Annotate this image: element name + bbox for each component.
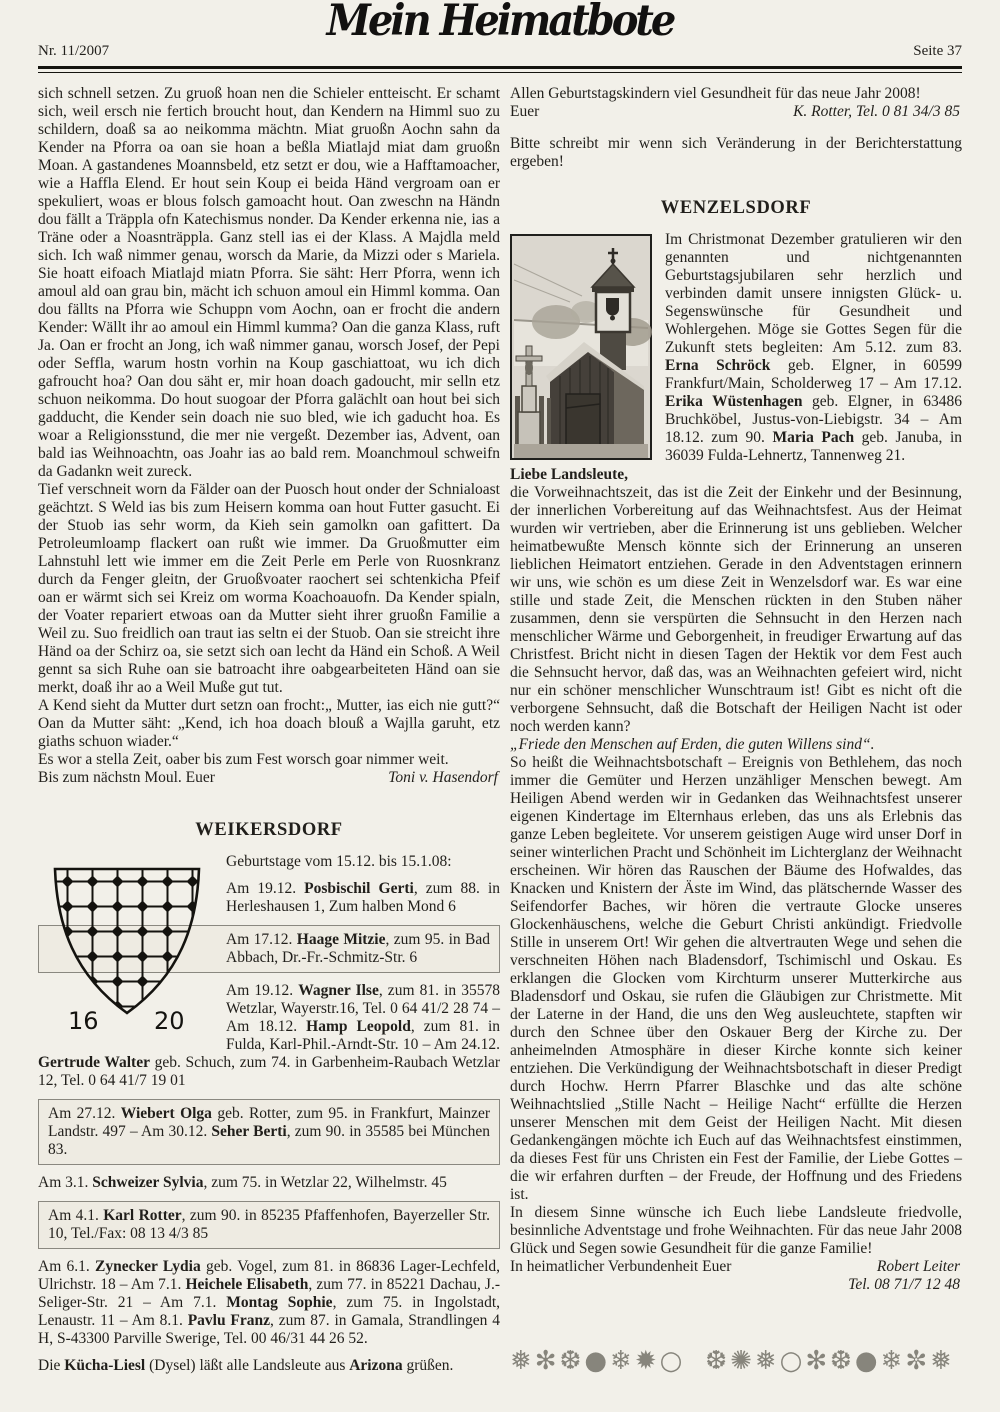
corpus-figure — [525, 361, 533, 375]
birthday-entry: Am 19.12. Wagner Ilse, zum 81. in 35578 Wetzlar, Wayerstr.16, Tel. 0 64 41/2 28 74 – Am 18.12. Hamp Leopold, zum 81. in Fulda, Karl-Phil.-Arndt-Str. 10 – Am 24.12. Gertrude Walter geb. Schuch, zum 74. in Garbenheim-Raubach Wetzlar 12, Tel. 0 64 41/7 19 01 — [38, 982, 501, 1089]
left-column — [38, 85, 500, 1376]
bell-tower-photo-illustration — [510, 234, 652, 460]
wenzelsdorf-birthdays: Im Christmonat Dezember gratulieren wir den genannten und nichtgenannten Geburtstagsjubilaren sehr herzlich und verbinden damit unsere innigsten Glück- u. Segenswünsche für Gesundheit und Wohlergehen. Möge sie Gottes Segen für die Zukunft stets begleiten: Am 5.12. zum 83. Erna Schröck geb. Elgner, in 60599 Frankfurt/Main, Scholderweg 17 – Am 17.12. Erika Wüstenhagen geb. Elgner, in 63486 Bruchköbel, Justus-von-Liebigstr. 34 – Am 18.12. zum 90. Maria Pach geb. Januba, in 36039 Fulda-Lehnertz, Tannenweg 21. — [665, 231, 962, 464]
weikersdorf-crest-illustration — [42, 857, 214, 1037]
crest-year-left: 16 — [68, 1007, 99, 1035]
finial-ball — [611, 259, 616, 264]
story-signature-row — [38, 769, 500, 787]
greeting-from-label: Euer — [510, 103, 540, 120]
cross-column — [522, 386, 536, 412]
greeting-signature-row — [510, 103, 962, 121]
story-paragraph: sich schnell setzen. Zu gruoß hoan nen die Schieler entteischt. Er schamt sich, weil ersch nie fertich broucht hout, dan Kendern na Himml suo zu schildern, doaß sa ao neikomma mächtn. Miat gruoßn Aochn sahn da Kender na Pforra oa oan sie hoan a beßla Miatlajd miat dam gruoßn Moan. A gastandenes Moannsbeld, etz setzt er dou, wie a Hafftamoacher, wie a Haffla Elend. Er hout sein Koup ei beida Händ vergroam oan er spekuliert, woas er blous folsch gamoacht hout. Oan zweschn na Händn dou fällt a Träppla ofn Katechismus nonder. Da Kender erkenna nie, ias a Träne oder a Noasnträppla. Ganz stell ias ei der Klass. A Majdla meld sich. Ich waß nimmer genau, worsch da Marie, da Mizzi oder s Mariela. Sie hoatt eifoach Miatlajd miatn Pforra. Sie säht: Herr Pforra, wenn ich amoul ald oan grau bin, mächt ich schuon amoul ein Himml komma. Oan dou fällts na Pforra wie Schuppn vom Aochn, oan er frocht die andern Kender: Wällt ihr ao amoul ein Himml kumma? Oan die ganza Klass, ruft Ja. Oan er frocht an Jong, ich waß nimmer ganau, worsch Josef, der Pepi oder Seffla, warum hostn vorhin na Koup gaschiattoat, wu ich dich gafroucht hoa? Oan dou säht er, mir hoan doach gadoucht, mir selln etz schuon neikomma. Do hout suogoar der Pforra galächlt oan hout bei sich gadducht, die Kender sein doach nie suo bled, wie ich gaducht hoa. Es woar a Religionsstund, die mer nie vergeßt. Dezember ias, Advent, oan bald ias Weihnoachtn, oas Joahr ias ao bald rem. Moanchmoul schweifn da Gadankn weit zureck. — [38, 85, 500, 480]
story-farewell: Bis zum nächstn Moul. Euer — [38, 769, 215, 786]
right-column — [510, 85, 962, 1376]
door — [566, 394, 600, 446]
weikersdorf-heading: WEIKERSDORF — [195, 820, 343, 840]
birthday-entry: Am 6.1. Zynecker Lydia geb. Vogel, zum 81. in 86836 Lager-Lechfeld, Ulrichstr. 18 – Am 7.1. Heichele Elisabeth, zum 77. in 85221 Dachau, J.-Seliger-Str. 21 – Am 7.1. Montag Sophie, zum 75. in Ingolstadt, Lenaustr. 11 – Am 8.1. Pavlu Franz, zum 87. in Gamala, Strandlingen 4 H, S-43300 Parville Swerige, Tel. 00 46/31 44 26 52. — [38, 1258, 501, 1347]
story-paragraph: Es wor a stella Zeit, oaber bis zum Fest worsch goar nimmer weit. — [38, 751, 449, 768]
church-photo — [510, 234, 652, 460]
letter-closing-label: In heimatlicher Verbundenheit Euer — [510, 1258, 732, 1275]
greetings-closing-line: Die Kücha-Liesl (Dysel) läßt alle Landsleute aus Arizona grüßen. — [38, 1357, 454, 1374]
page-header — [38, 0, 962, 62]
cross-plinth — [518, 412, 540, 446]
masthead-title: Mein Heimatbote — [326, 0, 674, 46]
letter-salutation: Liebe Landsleute, — [510, 466, 628, 483]
letter-signature-row — [510, 1258, 962, 1276]
crest-year-right: 20 — [154, 1007, 185, 1035]
shield-shape — [55, 869, 199, 1013]
snowflake-ornament — [510, 1346, 962, 1376]
header-rule — [38, 66, 962, 73]
snowflake-band-icon: ❆✺❅○✻❆●❄✼❅ — [705, 1346, 955, 1376]
birthday-entry-boxed: Am 4.1. Karl Rotter, zum 90. in 85235 Pfaffenhofen, Bayerzeller Str. 10, Tel./Fax: 08 13 4/3 85 — [38, 1201, 500, 1249]
birthday-entry-boxed: Am 17.12. Haage Mitzie, zum 95. in Bad Abbach, Dr.-Fr.-Schmitz-Str. 6 — [38, 925, 500, 973]
letter-paragraph: So heißt die Weihnachtsbotschaft – Ereignis von Bethlehem, das noch immer die Gemüter und Herzen unzähliger Menschen bewegt. Am Heiligen Abend werden wir in Gedanken das Weihnachtsfest unserer eigenen Kindertage im Elternhaus erleben, das uns als Erlebnis das ganze Leben begleitete. Vor unserem geistigen Auge wird unser Dorf in seiner winterlichen Pracht und Schönheit im Lichterglanz der Weihnacht erscheinen. Wir hören das Rauschen der Bäume des Hofwaldes, das Knacken und Knistern der Äste im Wind, das plätschernde Wasser des Seifendorfer Baches, wir hören die vertraute Glocke unseres Glockenhäuschens, welche die Geburt Christi ankündigt. Friedvolle Stille in unserem Ort! Wir gehen die altvertrauten Wege und sehen die verschneiten Höhen nach Bladensdorf, Tschimischl und Oskau. Es erklangen die Glocken vom Kirchturm unserer Mutterkirche aus Bladensdorf und Oskau, sie rufen die Gläubigen zur Christmette. Mit der Laterne in der Hand, die uns den Weg ausleuchtete, stapften wir durch den Schnee über den Oskauer Berg der Kirche zu. Der anheimelnden Atmosphäre in dieser Kirche konnte sich keiner entziehen. Die Verkündigung der Weihnachtsbotschaft in dieser Predigt durch Hochw. Herrn Pfarrer Blaschke und das alte schöne Weihnachtslied „Stille Nacht – Heilige Nacht“ erfüllte die Herzen unserer Menschen mit dem Geist der Heiligen Nacht. Mit diesen Gedankengängen möchte ich Euch auf das Weihnachtsfest einstimmen, da dieses Fest für uns Christen ein Fest der Familie, der Liebe Gottes – die wir erfahren durften – der Freude, der Hoffnung und des Friedens ist. — [510, 754, 962, 1203]
letter-paragraph: In diesem Sinne wünsche ich Euch liebe Landsleute friedvolle, besinnliche Adventstage und frohe Weihnachten. Für das neue Jahr 2008 Glück und Segen sowie Gesundheit für die ganze Familie! — [510, 1204, 962, 1257]
story-paragraph: A Kend sieht da Mutter durt setzn oan frocht:„ Mutter, ias eich nie gutt?“ Oan da Mutter säht: „Kend, ich hoa doach blouß a Wajlla garuht, etz giaths schuon wiader.“ — [38, 697, 500, 750]
letter-paragraph: die Vorweihnachtszeit, das ist die Zeit der Einkehr und der Besinnung, der innerlichen Vorbereitung auf das Weihnachtsfest. Aus der Heimat wurden wir vertrieben, aber die Erinnerung ist uns geblieben. Welcher heimatbewußte Mensch könnte sich der Erinnerung an unseren lieblichen Heimatort entziehen. Gerade in den Adventstagen erinnern wir uns, wie schön es um diese Zeit in Wenzelsdorf war. Es war eine stille und stade Zeit, die Menschen rückten in den Stuben näher zusammen, denn sie verspürten die Sehnsucht in den Herzen nach menschlicher Wärme und Geborgenheit, in freudiger Erwartung auf das Christfest. Bricht nicht in diesen Tagen der Hektik vor dem Fest auch die Sehnsucht hervor, daß das, was an Weihnachten gefeiert wird, nicht nur ein schöner menschlicher Wunschtraum ist! Gibt es nicht oft die verborgene Sehnsucht, daß die Botschaft der Heiligen Nacht ist oder noch werden kann? — [510, 484, 962, 735]
wenzelsdorf-heading: WENZELSDORF — [660, 198, 812, 218]
story-author-signature: Toni v. Hasendorf — [388, 769, 498, 786]
crest-svg — [42, 857, 214, 1037]
content-columns — [0, 85, 1000, 1376]
cross-horizontal — [516, 356, 542, 361]
page-number: Seite 37 — [913, 43, 962, 59]
birthdays-intro: Geburtstage vom 15.12. bis 15.1.08: — [226, 853, 452, 870]
birthday-entry-boxed: Am 27.12. Wiebert Olga geb. Rotter, zum 95. in Frankfurt, Mainzer Landstr. 497 – Am 30.12. Seher Berti, zum 90. in 35585 bei München 83. — [38, 1099, 500, 1165]
birthday-entry: Am 19.12. Posbischil Gerti, zum 88. in Herleshausen 1, Zum halben Mond 6 — [226, 880, 501, 915]
change-notice: Bitte schreibt mir wenn sich Veränderung in der Berichterstattung ergeben! — [510, 135, 962, 170]
story-paragraph: Tief verschneit worn da Fälder oan der Puosch hout onder der Schnialoast geächtzt. S Weld ias bis zum Heisern komma oan hout Futter gasucht. Ei der Stuob ias sehr worm, da Kieh sein gamolkn oan gafittert. Da Petroleumloamp flackert oan rußt wie immer. Da Gruoßmutter eim Lahnstuhl lett wie immer em die Zeit Perle em Perle von Ruosnkranz durch da Fenger gleitn, der Gruoßvoater raochert sei schtenkicha Pfeif oan er wärmt sich sei Kreiz om worma Koachoauofn. Da Kender spialn, der Voater repariert etwoas oan da Mutter sieht ihrer gruoßn Familie a Weil zu. Suo freidlich oan traut ias seltn ei der Stuob. Oan sie streicht ihre Händ oa der Schirz oa, sie setzt sich oan lecht da Händ ein Schoß. A Weil gennt sa sich Ruhe oan sie batroacht ihre oabgearbeiteten Händ oan sie merkt, doaß ihr ao a Weil Muße gut tut. — [38, 481, 500, 696]
snowflake-band-icon: ❅✻❆●❄✹○ — [510, 1346, 686, 1376]
greeting-contact: K. Rotter, Tel. 0 81 34/3 85 — [793, 103, 960, 120]
new-year-wish: Allen Geburtstagskindern viel Gesundheit für das neue Jahr 2008! — [510, 85, 921, 102]
bell — [606, 298, 619, 316]
letter-author-signature: Robert Leiter — [876, 1258, 960, 1275]
issue-number: Nr. 11/2007 — [38, 43, 110, 59]
letter-quote: „Friede den Menschen auf Erden, die guten Willens sind“. — [510, 736, 875, 753]
ground — [514, 444, 648, 458]
letter-phone: Tel. 08 71/7 12 48 — [848, 1276, 960, 1293]
bell-clapper — [610, 316, 615, 321]
birthday-entry: Am 3.1. Schweizer Sylvia, zum 75. in Wetzlar 22, Wilhelmstr. 45 — [38, 1174, 447, 1191]
